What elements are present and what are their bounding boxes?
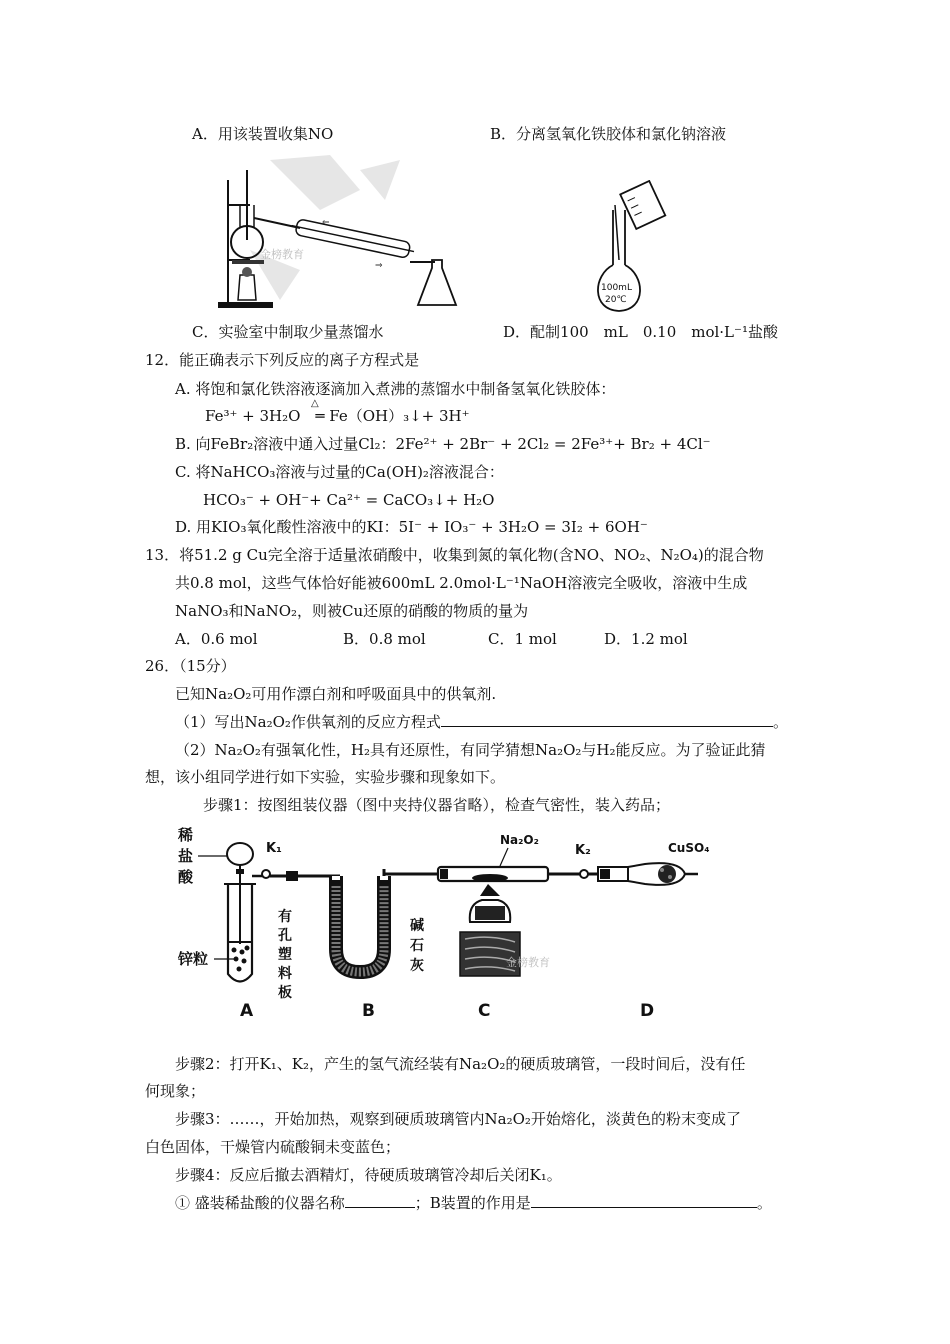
q26-step-1: 步骤1：按图组装仪器（图中夹持仪器省略），检查气密性，装入药品；: [203, 796, 671, 814]
na2o2-h2-apparatus-figure: [170, 824, 730, 1024]
q13-option-b: B．0.8 mol: [343, 630, 426, 648]
label-plate-4: 料: [278, 966, 292, 982]
label-k2: K₂: [575, 843, 591, 858]
volumetric-flask-figure: [585, 180, 675, 315]
q13-option-c: C．1 mol: [488, 630, 557, 648]
q26-question-1-end: 。: [756, 1194, 772, 1212]
label-plate-1: 有: [278, 909, 292, 925]
flask-label-temp: 20℃: [605, 295, 627, 305]
flask-label-volume: 100mL: [601, 283, 632, 293]
heat-triangle-icon: △: [311, 398, 319, 409]
q12-option-c: C. 将NaHCO₃溶液与过量的Ca(OH)₂溶液混合：: [175, 463, 504, 481]
answer-blank-instrument[interactable]: [345, 1193, 415, 1208]
q11-option-b: B．分离氢氧化铁胶体和氯化钠溶液: [490, 125, 727, 143]
label-na2o2: Na₂O₂: [500, 833, 539, 847]
q12-stem: 12．能正确表示下列反应的离子方程式是: [145, 351, 420, 369]
q13-option-a: A．0.6 mol: [175, 630, 258, 648]
q12-option-c-equation: HCO₃⁻ + OH⁻+ Ca²⁺ = CaCO₃↓+ H₂O: [203, 491, 495, 509]
svg-text:⇐: ⇐: [322, 218, 330, 228]
label-k1: K₁: [266, 841, 282, 856]
label-acid-2: 盐: [178, 847, 194, 865]
q26-step-2-line-2: 何现象；: [145, 1082, 206, 1100]
label-lime-3: 灰: [410, 958, 424, 974]
label-part-a: A: [240, 1001, 254, 1021]
label-part-c: C: [478, 1001, 491, 1021]
q26-part-2-line-1: （2）Na₂O₂有强氧化性，H₂具有还原性，有同学猜想Na₂O₂与H₂能反应。为了验证此猜: [175, 741, 766, 759]
svg-text:⇒: ⇒: [375, 261, 383, 271]
q11-option-c: C．实验室中制取少量蒸馏水: [192, 323, 384, 341]
q11-option-d: D．配制100 mL 0.10 mol·L⁻¹盐酸: [503, 323, 778, 341]
q13-line-1: 13．将51.2 g Cu完全溶于适量浓硝酸中，收集到氮的氧化物(含NO、NO₂、N₂O₄)的混合物: [145, 546, 764, 564]
label-plate-2: 孔: [278, 928, 292, 944]
apparatus-watermark: 金榜教育: [506, 956, 550, 969]
label-plate-3: 塑: [278, 947, 292, 963]
q12-option-a: A. 将饱和氯化铁溶液逐滴加入煮沸的蒸馏水中制备氢氧化铁胶体：: [175, 380, 616, 398]
q26-intro: 已知Na₂O₂可用作漂白剂和呼吸面具中的供氧剂.: [175, 685, 497, 703]
q12-option-d: D. 用KIO₃氧化酸性溶液中的KI：5I⁻ + IO₃⁻ + 3H₂O = 3I₂ + 6OH⁻: [175, 518, 648, 536]
q26-heading: 26．（15分）: [145, 657, 236, 675]
q26-step-2-line-1: 步骤2：打开K₁、K₂，产生的氢气流经装有Na₂O₂的硬质玻璃管，一段时间后，没有任: [175, 1055, 746, 1073]
label-plate-5: 板: [278, 985, 292, 1001]
distillation-apparatus-figure: [210, 150, 470, 315]
q26-step-3-line-1: 步骤3：……，开始加热，观察到硬质玻璃管内Na₂O₂开始熔化，淡黄色的粉末变成了: [175, 1110, 741, 1128]
q26-step-3-line-2: 白色固体，干燥管内硫酸铜未变蓝色；: [145, 1138, 401, 1156]
figure-watermark: 金榜教育: [260, 248, 304, 261]
q26-question-1: [175, 1193, 772, 1213]
q12-option-a-equation: Fe³⁺ + 3H₂O ═ Fe（OH）₃↓+ 3H⁺: [205, 407, 470, 425]
answer-blank-equation[interactable]: [441, 712, 773, 727]
q13-line-2: 共0.8 mol，这些气体恰好能被600mL 2.0mol·L⁻¹NaOH溶液完全吸收，溶液中生成: [175, 574, 748, 592]
q12-option-b: B. 向FeBr₂溶液中通入过量Cl₂：2Fe²⁺ + 2Br⁻ + 2Cl₂ = 2Fe³⁺+ Br₂ + 4Cl⁻: [175, 435, 711, 453]
q26-question-1-text-a: ① 盛装稀盐酸的仪器名称: [175, 1194, 345, 1212]
q26-part-1-text: （1）写出Na₂O₂作供氧剂的反应方程式: [175, 713, 441, 731]
q26-step-4: 步骤4：反应后撤去酒精灯，待硬质玻璃管冷却后关闭K₁。: [175, 1166, 562, 1184]
label-cuso4: CuSO₄: [668, 841, 710, 855]
label-part-d: D: [640, 1001, 655, 1021]
label-lime-2: 石: [410, 938, 424, 954]
label-part-b: B: [362, 1001, 375, 1021]
q26-question-1-text-b: ；B装置的作用是: [414, 1194, 531, 1212]
q26-part-1-end: 。: [772, 713, 788, 731]
q26-part-1: [175, 712, 788, 732]
label-acid-1: 稀: [178, 826, 194, 844]
answer-blank-b-function[interactable]: [531, 1193, 757, 1208]
q13-line-3: NaNO₃和NaNO₂，则被Cu还原的硝酸的物质的量为: [175, 602, 529, 620]
q11-option-a: A．用该装置收集NO: [192, 125, 334, 143]
label-acid-3: 酸: [178, 868, 194, 886]
label-lime-1: 碱: [410, 918, 424, 934]
label-zinc: 锌粒: [178, 950, 209, 968]
q26-part-2-line-2: 想，该小组同学进行如下实验，实验步骤和现象如下。: [145, 768, 506, 786]
q13-option-d: D．1.2 mol: [604, 630, 688, 648]
